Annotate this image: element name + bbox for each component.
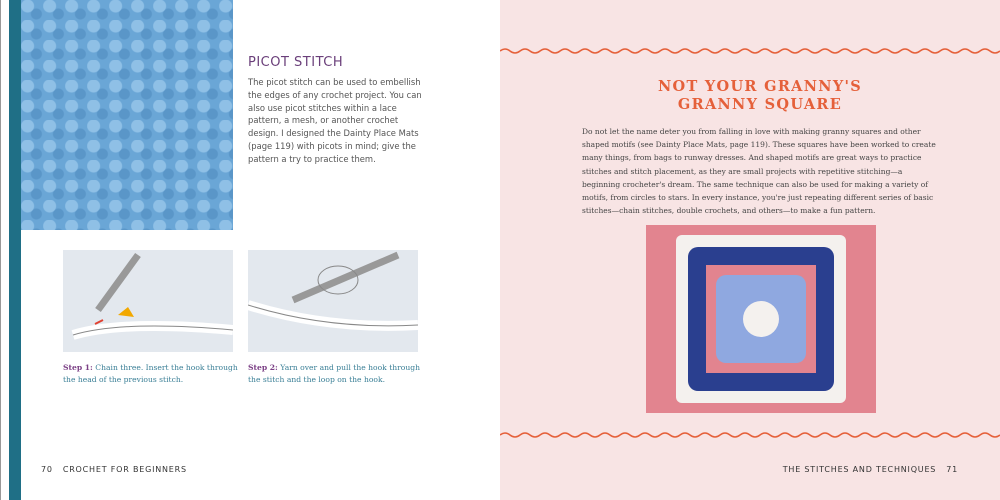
step-label: Step 1: — [63, 363, 93, 372]
step-label: Step 2: — [248, 363, 278, 372]
left-footer — [41, 465, 187, 474]
granny-square-photo — [646, 225, 876, 413]
picot-stitch-photo — [21, 0, 233, 230]
step-2-diagram — [248, 250, 418, 352]
title-line-1: NOT YOUR GRANNY'S — [657, 78, 862, 95]
title-line-2: GRANNY SQUARE — [677, 96, 843, 113]
wavy-divider-bottom — [500, 431, 1000, 439]
step-text: Yarn over and pull the hook through the stitch and the loop on the hook. — [248, 363, 420, 384]
running-head: CROCHET FOR BEGINNERS — [62, 465, 187, 474]
step-2-caption — [248, 362, 423, 386]
right-footer — [783, 465, 958, 474]
section-title: PICOT STITCH — [248, 55, 344, 70]
wavy-divider-top — [500, 47, 1000, 55]
page-title — [500, 78, 1000, 114]
right-page — [500, 0, 1000, 500]
running-head: THE STITCHES AND TECHNIQUES — [782, 465, 937, 474]
body-text: Do not let the name deter you from falling in love with making granny squares and other shaped motifs (see Dainty Place Mats, page 119). These squares have been worked to create many things, from bags to runway dresses. And shaped motifs are great ways to practice stitches and stitch placement, as they are small projects with repetitive stitching—a beginning crocheter's dream. The same technique can also be used for making a variety of motifs, from circles to stars. In every instance, you're just repeating different series of basic stitches—chain stitches, double crochets, and others—to make a fun pattern. — [582, 127, 936, 216]
page-number: 71 — [946, 465, 958, 474]
section-body: The picot stitch can be used to embellish the edges of any crochet project. You can also use picot stitches within a lace pattern, a mesh, or another crochet design. I designed the Dainty Place Mats (page 119) with picots in mind; give the pattern a try to practice them. — [248, 77, 422, 164]
teal-edge-stripe — [9, 0, 21, 500]
step-1-caption — [63, 362, 238, 386]
page-number: 70 — [41, 465, 53, 474]
step-1-diagram — [63, 250, 233, 352]
step-text: Chain three. Insert the hook through the head of the previous stitch. — [63, 363, 238, 384]
